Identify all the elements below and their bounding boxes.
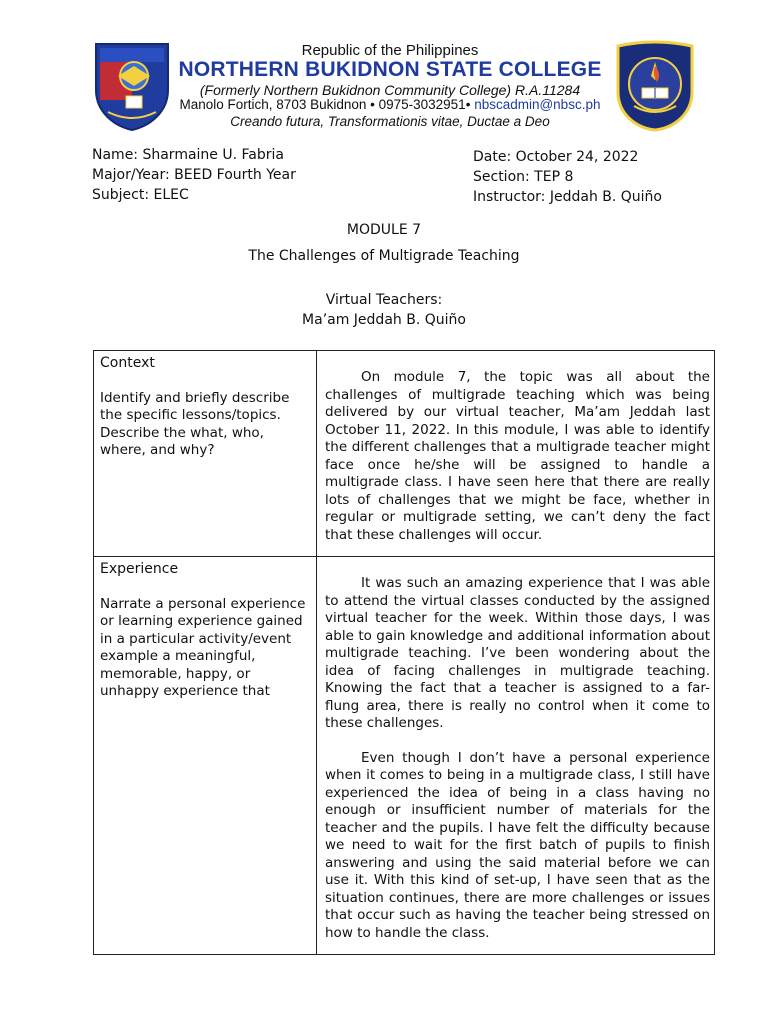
address-line <box>170 97 610 112</box>
student-info-right <box>473 147 662 207</box>
letterhead <box>0 0 768 135</box>
context-row <box>94 351 715 557</box>
experience-paragraph: It was such an amazing experience that I was able to attend the virtual classes conducted by the assigned virtual teacher for the week. Within those days, I was able to gain knowledge and additional information about multigrade teaching. I’ve been wondering about the idea of facing challenges in multigrade teaching. Knowing the fact that a teacher is assigned to a far-flung area, there is really no control when it come to these challenges. <box>325 575 710 731</box>
formerly-line: (Formerly Northern Bukidnon Community College) R.A.11284 <box>199 82 581 98</box>
report-date: Date: October 24, 2022 <box>473 149 639 165</box>
context-answer-cell <box>317 351 715 557</box>
student-name: Name: Sharmaine U. Fabria <box>92 147 284 163</box>
student-subject: Subject: ELEC <box>92 187 189 203</box>
motto-line: Creando futura, Transformationis vitae, Ductae a Deo <box>230 114 550 129</box>
virtual-teacher-name: Ma’am Jeddah B. Quiño <box>302 312 466 328</box>
experience-label-cell <box>94 557 317 955</box>
context-prompt: Identify and briefly describe the specific lessons/topics. Describe the what, who, where, and why? <box>100 389 290 458</box>
experience-heading: Experience <box>100 561 179 577</box>
context-paragraph: On module 7, the topic was all about the challenges of multigrade teaching which was being delivered by our virtual teacher, Ma’am Jeddah last October 11, 2022. In this module, I was able to identify the different challenges that a multigrade teacher might face once he/she will be assigned to handle a multigrade class. I have seen here that there are really lots of challenges that we might be face, whether in regular or multigrade setting, we can’t deny the fact that these challenges will occur. <box>325 369 710 543</box>
address-text: Manolo Fortich, 8703 Bukidnon • 0975-3032951• <box>179 97 471 112</box>
student-major-year: Major/Year: BEED Fourth Year <box>92 167 296 183</box>
experience-answer-cell <box>317 557 715 955</box>
reflection-table <box>93 350 715 955</box>
experience-row <box>94 557 715 955</box>
module-number: MODULE 7 <box>346 222 422 238</box>
email-link[interactable]: nbscadmin@nbsc.ph <box>474 97 601 112</box>
experience-paragraph: Even though I don’t have a personal experience when it comes to being in a multigrade class, I still have experienced the idea of being in a class having no enough or insufficient number of materials for the teacher and the pupils. I have felt the difficulty because we need to wait for the first batch of pupils to finish answering and using the said material before we can use it. With this kind of set-up, I have seen that as the situation continues, there are more challenges or issues that occur such as having the teacher being stressed on how to handle the class. <box>325 749 710 941</box>
virtual-teachers-label: Virtual Teachers: <box>325 292 443 308</box>
student-section: Section: TEP 8 <box>473 169 574 185</box>
student-info-left <box>92 145 296 205</box>
context-heading: Context <box>100 355 155 371</box>
experience-prompt: Narrate a personal experience or learning experience gained in a particular activity/event example a meaningful, memorable, happy, or unhappy experience that <box>100 595 306 699</box>
context-label-cell <box>94 351 317 557</box>
module-title: The Challenges of Multigrade Teaching <box>248 248 520 264</box>
college-name: NORTHERN BUKIDNON STATE COLLEGE <box>178 58 602 81</box>
teacher-education-logo <box>612 40 698 132</box>
college-seal-logo <box>92 40 172 132</box>
republic-line: Republic of the Philippines <box>301 42 479 59</box>
instructor-name: Instructor: Jeddah B. Quiño <box>473 189 662 205</box>
